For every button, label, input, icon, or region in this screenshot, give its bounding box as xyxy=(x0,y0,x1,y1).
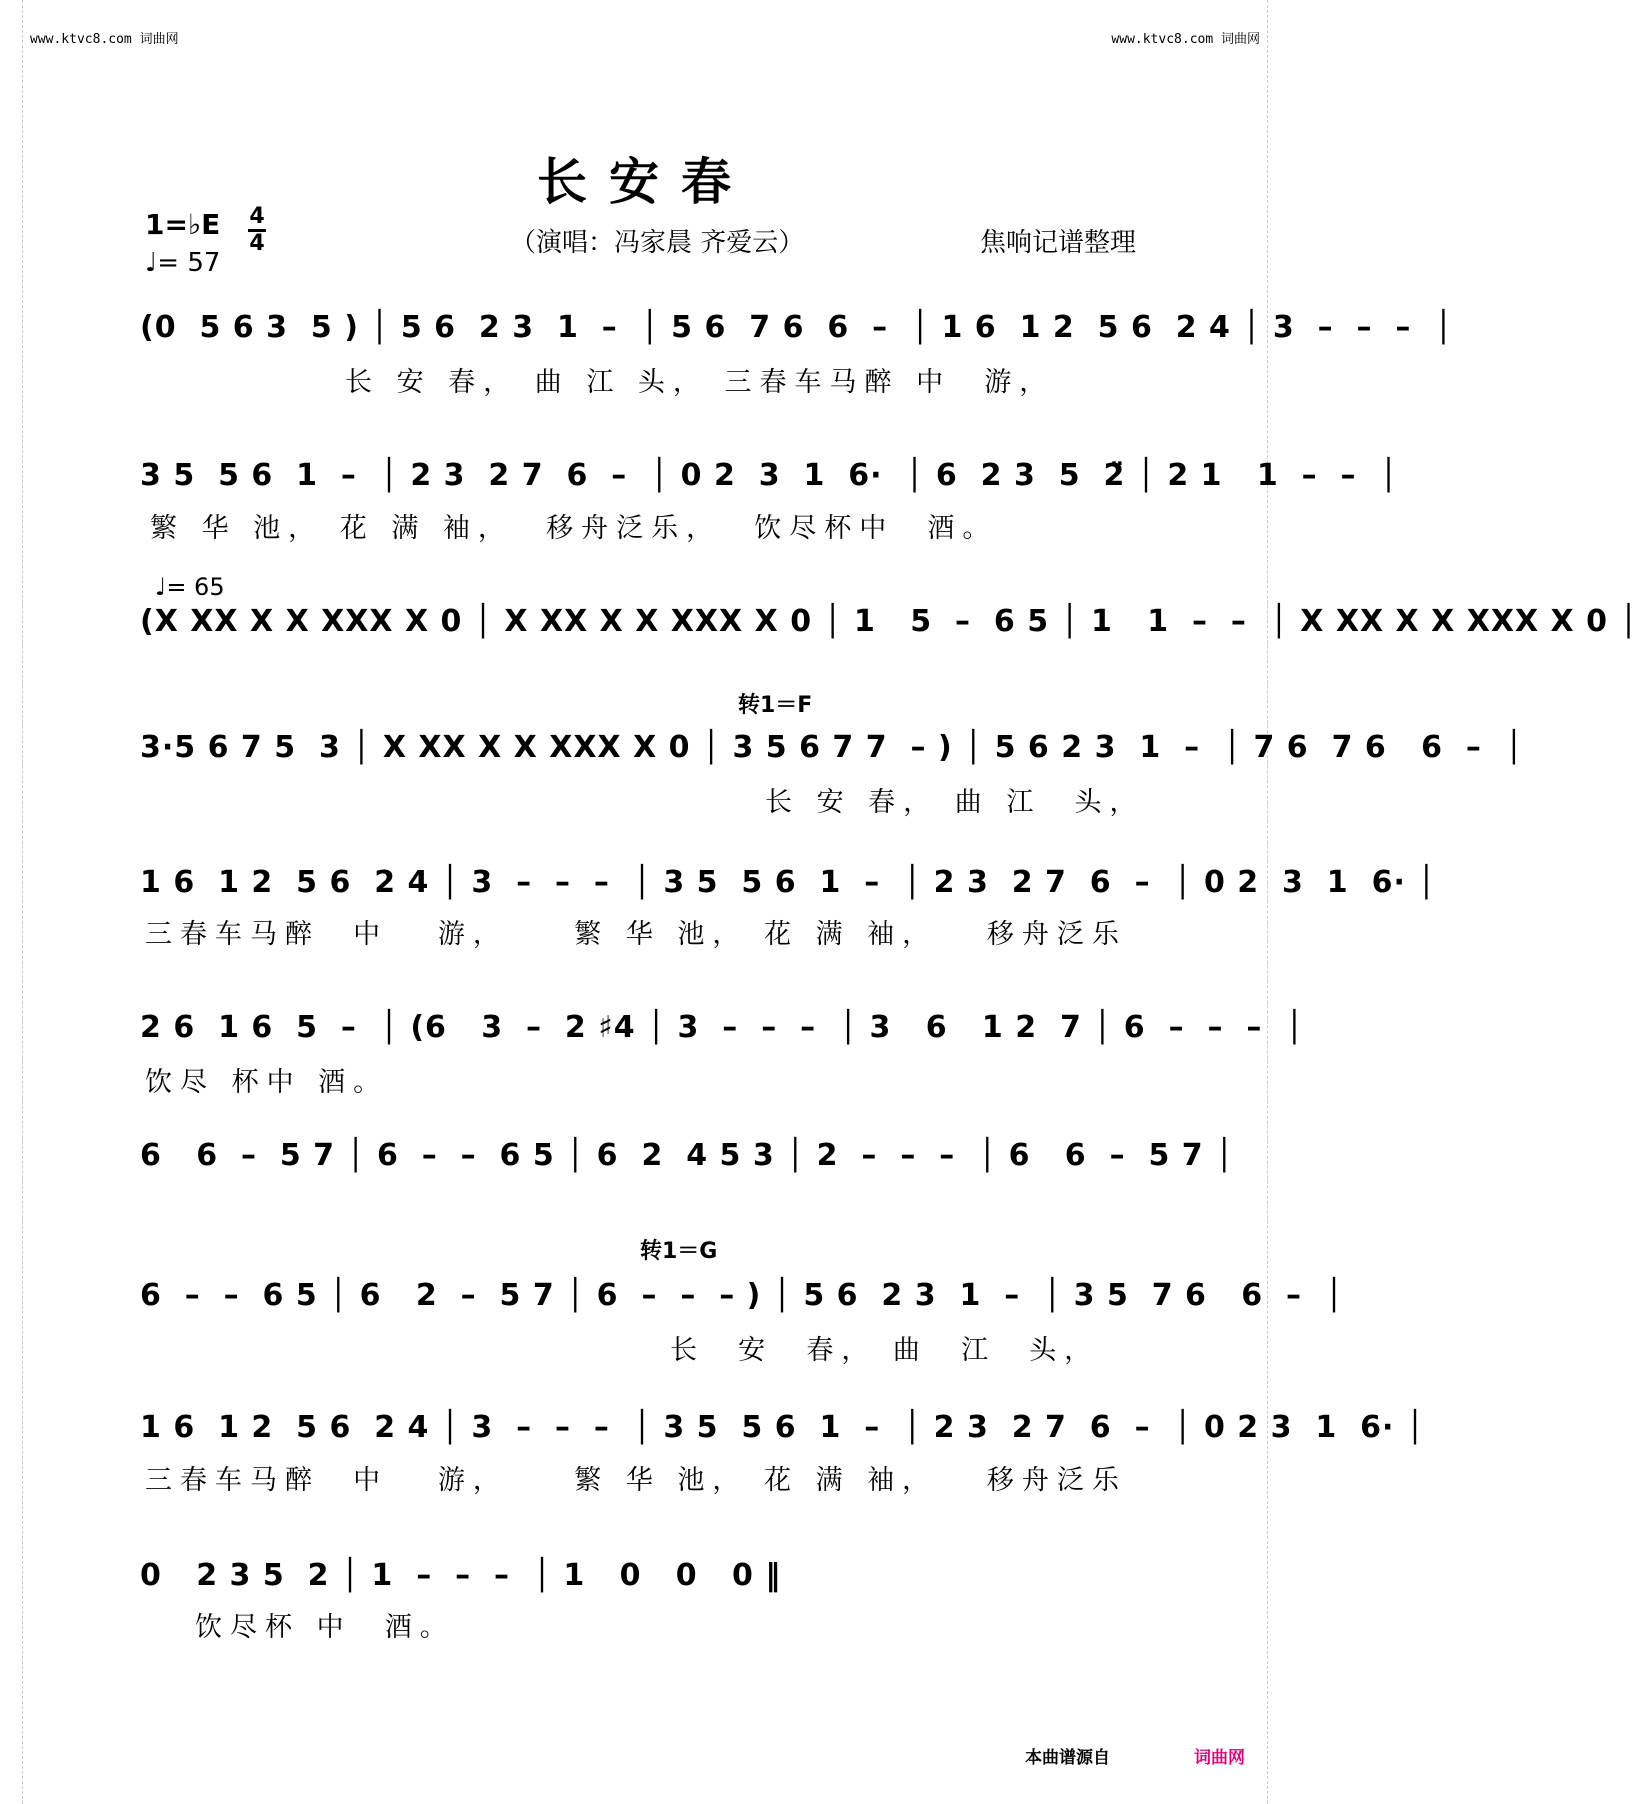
time-signature-top: 4 xyxy=(249,204,265,229)
lyric-line-9: 三春车马醉 中 游， 繁 华 池， 花 满 袖， 移舟泛乐 xyxy=(145,1465,1127,1496)
score-line-8: 6 – – 6 5 │ 6 2 – 5 7 │ 6 – – – ) │ 5 6 2 3 1 – │ 3 5 7 6 6 – │ xyxy=(140,1278,1344,1313)
right-margin-strip xyxy=(1267,0,1290,1804)
score-line-4: 3·5 6 7 5 3 │ X XX X X XXX X 0 │ 3 5 6 7 7 – ) │ 5 6 2 3 1 – │ 7 6 7 6 6 – │ xyxy=(140,730,1524,765)
header-url-left: www.ktvc8.com 词曲网 xyxy=(30,32,179,47)
footer-brand-link[interactable]: 词曲网 xyxy=(1194,1748,1245,1768)
arranger-credit: 焦响记谱整理 xyxy=(980,228,1137,258)
key-signature: 1=♭E xyxy=(145,208,221,241)
header-url-right: www.ktvc8.com 词曲网 xyxy=(1111,32,1260,47)
score-line-10: 0 2 3 5 2 │ 1 – – – │ 1 0 0 0 ‖ xyxy=(140,1558,782,1593)
lyric-line-2: 繁 华 池， 花 满 袖， 移舟泛乐， 饮尽杯中 酒。 xyxy=(150,513,998,544)
score-line-3: (X XX X X XXX X 0 │ X XX X X XXX X 0 │ 1 5 – 6 5 │ 1 1 – – │ X XX X X XXX X 0 │ xyxy=(140,604,1639,639)
score-line-2: 3 5 5 6 1 – │ 2 3 2 7 6 – │ 0 2 3 1 6· │ 6 2 3 5 2̈ │ 2 1 1 – – │ xyxy=(140,458,1399,493)
modulation-mark-1: 转1＝F xyxy=(738,693,813,718)
score-line-5: 1 6 1 2 5 6 2 4 │ 3 – – – │ 3 5 5 6 1 – │ 2 3 2 7 6 – │ 0 2 3 1 6· │ xyxy=(140,865,1437,900)
tempo-marking-2: ♩= 65 xyxy=(155,573,225,601)
footer-source-label: 本曲谱源自 xyxy=(1025,1748,1110,1768)
modulation-mark-2: 转1＝G xyxy=(640,1239,718,1264)
left-margin-strip xyxy=(0,0,23,1804)
time-signature xyxy=(248,206,266,255)
time-signature-bottom: 4 xyxy=(249,231,265,256)
lyric-line-1: 长 安 春， 曲 江 头， 三春车马醉 中 游， xyxy=(345,367,1055,398)
score-line-1: (0 5 6 3 5 ) │ 5 6 2 3 1 – │ 5 6 7 6 6 – │ 1 6 1 2 5 6 2 4 │ 3 – – – │ xyxy=(140,310,1454,345)
score-line-6: 2 6 1 6 5 – │ (6 3 – 2 ♯4 │ 3 – – – │ 3 6 1 2 7 │ 6 – – – │ xyxy=(140,1010,1305,1045)
song-title: 长安春 xyxy=(537,152,753,211)
tempo-marking: ♩= 57 xyxy=(145,248,221,278)
lyric-line-10: 饮尽杯 中 酒。 xyxy=(195,1612,455,1643)
lyric-line-5: 三春车马醉 中 游， 繁 华 池， 花 满 袖， 移舟泛乐 xyxy=(145,919,1127,950)
score-line-7: 6 6 – 5 7 │ 6 – – 6 5 │ 6 2 4 5 3 │ 2 – – – │ 6 6 – 5 7 │ xyxy=(140,1138,1235,1173)
singer-credit: （演唱：冯家晨 齐爱云） xyxy=(510,228,805,258)
lyric-line-6: 饮尽 杯中 酒。 xyxy=(145,1067,389,1098)
score-line-9: 1 6 1 2 5 6 2 4 │ 3 – – – │ 3 5 5 6 1 – │ 2 3 2 7 6 – │ 0 2 3 1 6· │ xyxy=(140,1410,1425,1445)
lyric-line-8: 长 安 春， 曲 江 头， xyxy=(670,1335,1100,1366)
lyric-line-4: 长 安 春， 曲 江 头， xyxy=(765,787,1145,818)
